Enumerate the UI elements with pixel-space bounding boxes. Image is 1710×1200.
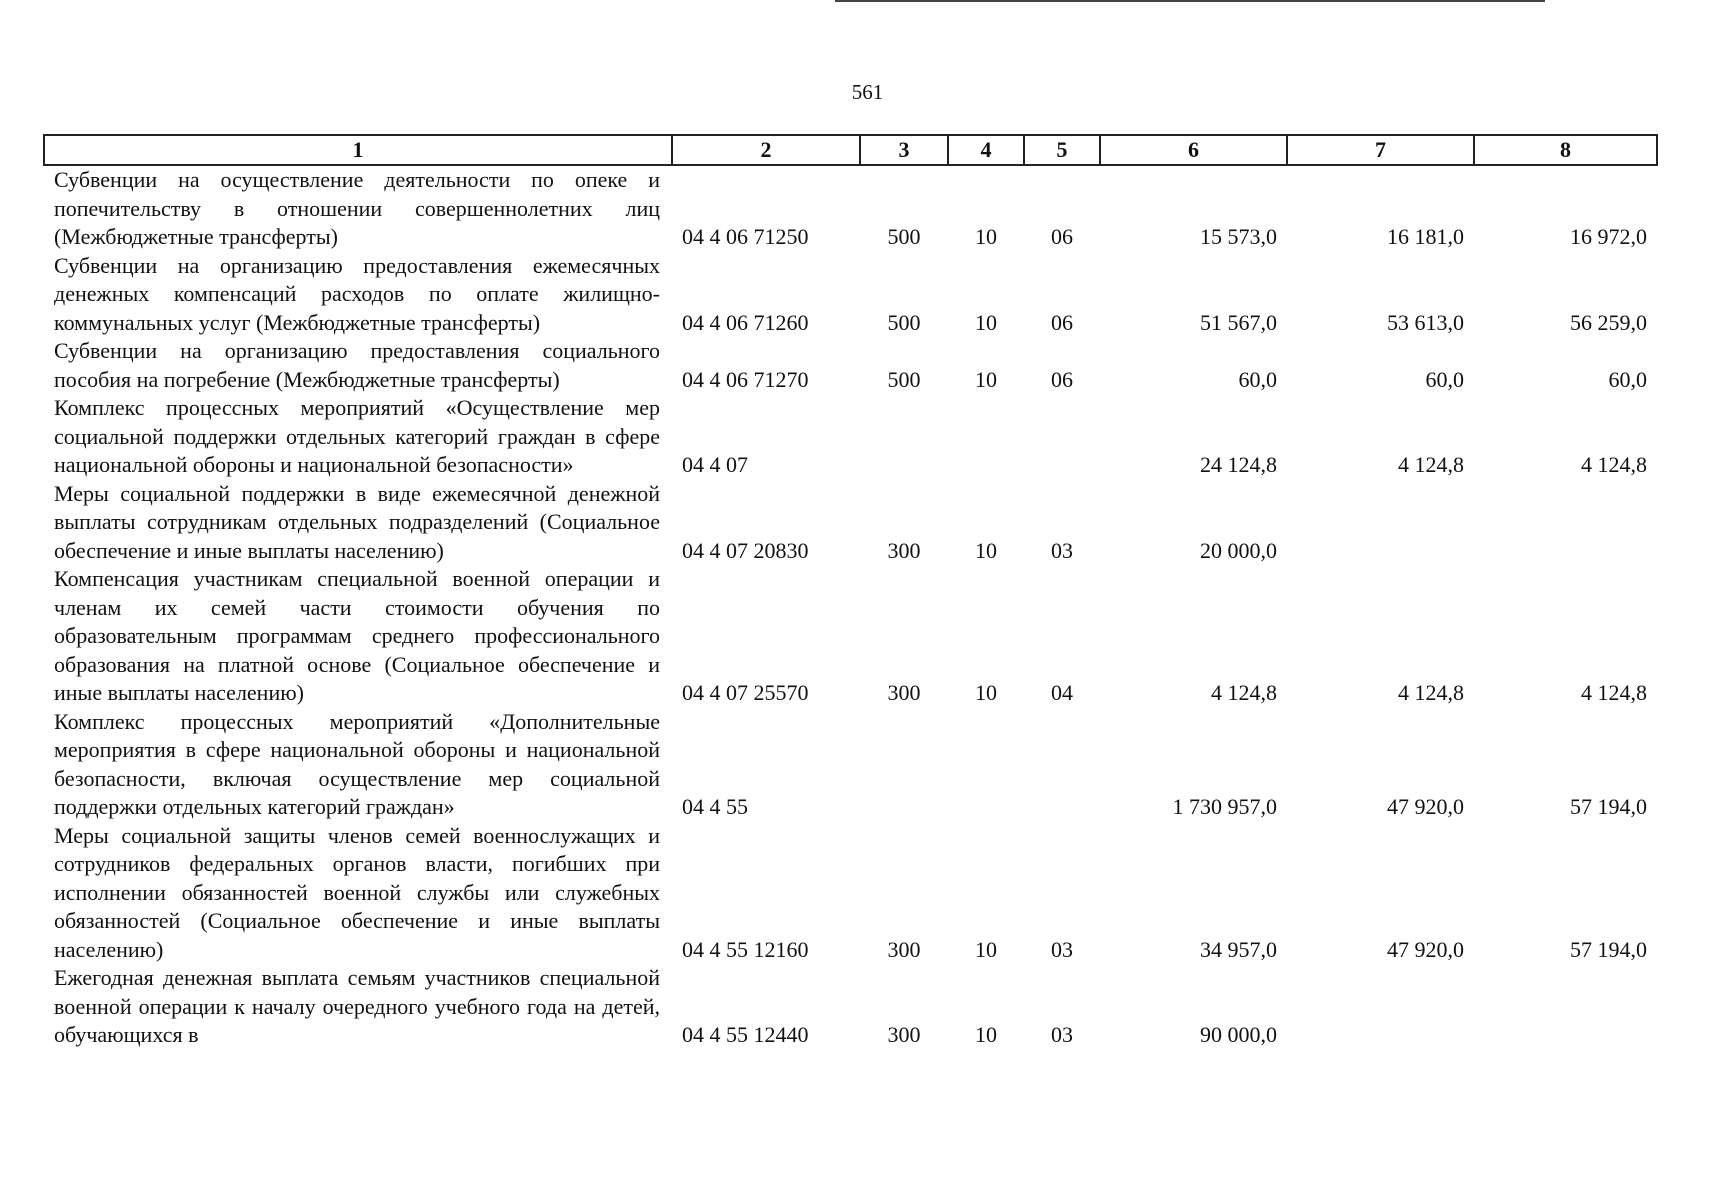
row-col-4: 10 (975, 224, 997, 249)
row-value-8: 57 194,0 (1570, 794, 1647, 819)
row-code: 04 4 55 (682, 794, 748, 819)
row-col-3: 300 (887, 537, 921, 563)
row-code: 04 4 06 71260 (682, 309, 809, 335)
table-row (44, 822, 1657, 965)
row-col-4: 10 (975, 1022, 997, 1047)
row-col-4: 10 (975, 366, 997, 392)
header-col-3: 3 (860, 135, 948, 165)
row-col-5: 03 (1051, 936, 1073, 962)
row-value-8: 4 124,8 (1581, 680, 1647, 705)
row-description: Комплекс процессных мероприятий «Дополнительные мероприятия в сфере национальной обороны и национальной безопасности, включая осуществление мер социальной поддержки отдельных категорий граждан» (54, 708, 660, 819)
row-value-7: 4 124,8 (1398, 452, 1464, 477)
row-description: Меры социальной поддержки в виде ежемесячной денежной выплаты сотрудникам отдельных подразделений (Социальное обеспечение и иные выплаты населению) (54, 480, 660, 563)
row-value-7: 16 181,0 (1387, 224, 1464, 249)
row-value-6: 24 124,8 (1200, 452, 1277, 477)
row-description: Меры социальной защиты членов семей военнослужащих и сотрудников федеральных органов власти, погибших при исполнении обязанностей военной службы или служебных обязанностей (Социальное обеспечение и иные выплаты населению) (54, 822, 660, 962)
row-code: 04 4 07 25570 (682, 680, 809, 705)
row-value-6: 20 000,0 (1200, 537, 1277, 563)
row-value-7: 47 920,0 (1387, 794, 1464, 819)
row-value-8: 56 259,0 (1570, 309, 1647, 335)
row-code: 04 4 07 (682, 452, 748, 477)
budget-table (43, 134, 1658, 1050)
row-value-6: 34 957,0 (1200, 936, 1277, 962)
table-header (44, 135, 1657, 165)
row-col-5: 06 (1051, 224, 1073, 249)
row-value-8 (1474, 964, 1657, 1050)
row-value-6: 51 567,0 (1200, 309, 1277, 335)
table-row (44, 337, 1657, 394)
header-row (44, 135, 1657, 165)
row-value-6: 1 730 957,0 (1172, 794, 1277, 819)
row-description: Субвенции на организацию предоставления социального пособия на погребение (Межбюджетные трансферты) (54, 338, 660, 392)
header-col-2: 2 (672, 135, 860, 165)
header-col-1: 1 (44, 135, 672, 165)
row-value-6: 90 000,0 (1200, 1022, 1277, 1047)
row-description: Субвенции на организацию предоставления ежемесячных денежных компенсаций расходов по оплате жилищно-коммунальных услуг (Межбюджетные трансферты) (54, 252, 660, 335)
row-code: 04 4 55 12440 (682, 1022, 809, 1047)
row-value-6: 15 573,0 (1200, 224, 1277, 249)
header-col-8: 8 (1474, 135, 1657, 165)
row-col-3 (860, 394, 948, 480)
row-code: 04 4 55 12160 (682, 936, 809, 962)
row-col-4 (948, 708, 1024, 822)
table-row (44, 480, 1657, 566)
table-row (44, 394, 1657, 480)
row-col-5: 04 (1051, 680, 1073, 705)
row-value-8: 60,0 (1608, 366, 1647, 392)
row-value-6: 4 124,8 (1211, 680, 1277, 705)
row-description: Ежегодная денежная выплата семьям участников специальной военной операции к началу очередного учебного года на детей, обучающихся в (54, 965, 660, 1047)
row-value-8: 16 972,0 (1570, 224, 1647, 249)
row-col-4 (948, 394, 1024, 480)
table-row (44, 565, 1657, 708)
row-col-4: 10 (975, 680, 997, 705)
top-rule (835, 0, 1545, 2)
row-value-7: 60,0 (1425, 366, 1464, 392)
row-col-3: 300 (887, 680, 921, 705)
row-code: 04 4 06 71270 (682, 366, 809, 392)
table-row (44, 165, 1657, 252)
row-value-7 (1287, 480, 1474, 566)
row-description: Комплекс процессных мероприятий «Осуществление мер социальной поддержки отдельных категорий граждан в сфере национальной обороны и национальной безопасности» (54, 395, 660, 477)
row-code: 04 4 06 71250 (682, 224, 809, 249)
row-col-3: 500 (887, 309, 921, 335)
header-col-7: 7 (1287, 135, 1474, 165)
row-col-3: 300 (887, 936, 921, 962)
row-value-7: 53 613,0 (1387, 309, 1464, 335)
row-value-8: 4 124,8 (1581, 452, 1647, 477)
row-col-5: 03 (1051, 537, 1073, 563)
row-value-8 (1474, 480, 1657, 566)
header-col-5: 5 (1024, 135, 1100, 165)
row-col-4: 10 (975, 537, 997, 563)
row-value-6: 60,0 (1238, 366, 1277, 392)
row-value-8: 57 194,0 (1570, 936, 1647, 962)
row-col-5: 06 (1051, 366, 1073, 392)
row-code: 04 4 07 20830 (682, 537, 809, 563)
page-number: 561 (851, 80, 884, 104)
row-col-5 (1024, 394, 1100, 480)
row-col-3: 500 (887, 366, 921, 392)
table-row (44, 964, 1657, 1050)
row-description: Компенсация участникам специальной военной операции и членам их семей части стоимости обучения по образовательным программам среднего профессионального образования на платной основе (Социальное обеспечение и иные выплаты населению) (54, 566, 660, 705)
table-body (44, 165, 1657, 1050)
row-col-5: 06 (1051, 309, 1073, 335)
row-value-7: 47 920,0 (1387, 936, 1464, 962)
row-value-7: 4 124,8 (1398, 680, 1464, 705)
row-col-3: 300 (887, 1022, 921, 1047)
row-col-4: 10 (975, 936, 997, 962)
header-col-6: 6 (1100, 135, 1287, 165)
row-col-3 (860, 708, 948, 822)
row-value-7 (1287, 964, 1474, 1050)
table-row (44, 252, 1657, 338)
row-col-5: 03 (1051, 1022, 1073, 1047)
header-col-4: 4 (948, 135, 1024, 165)
row-description: Субвенции на осуществление деятельности по опеке и попечительству в отношении совершеннолетних лиц (Межбюджетные трансферты) (54, 167, 660, 249)
row-col-4: 10 (975, 309, 997, 335)
table-row (44, 708, 1657, 822)
row-col-3: 500 (887, 224, 921, 249)
row-col-5 (1024, 708, 1100, 822)
